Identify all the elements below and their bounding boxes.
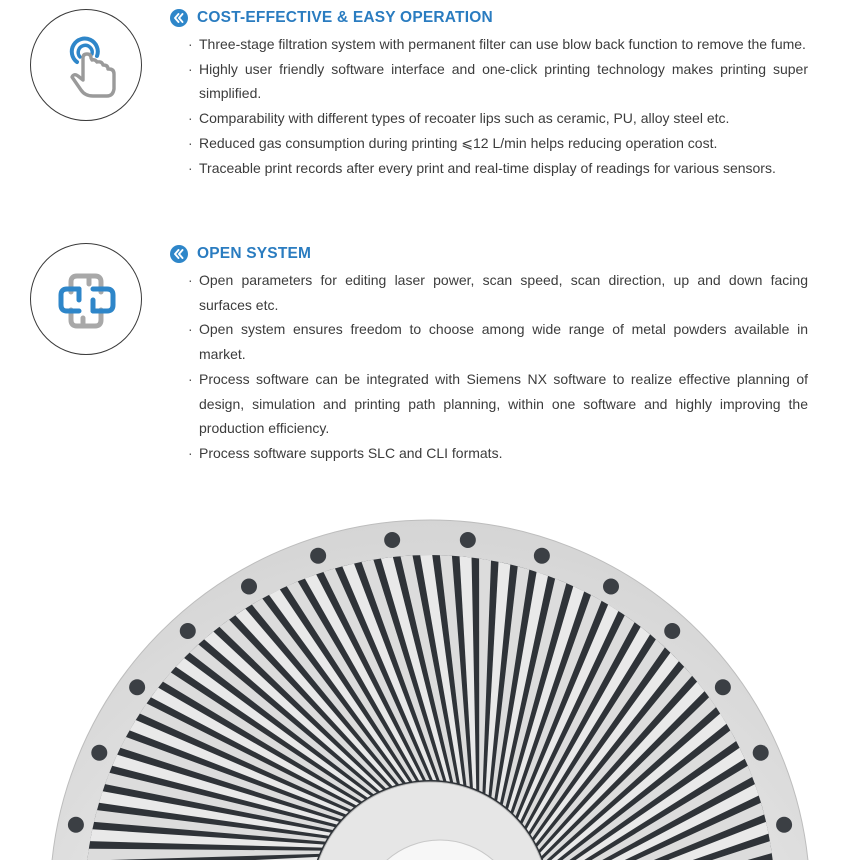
list-item: · Comparability with different types of recoater lips such as ceramic, PU, alloy steel etc.	[188, 106, 808, 131]
list-item: · Process software can be integrated with Siemens NX software to realize effective planning of design, simulation and printing path planning, within one software and highly improving the production efficiency.	[188, 367, 808, 441]
list-item: · Highly user friendly software interface and one-click printing technology makes printing super simplified.	[188, 57, 808, 106]
open-system-icon	[30, 243, 142, 355]
section-heading	[170, 8, 493, 28]
heading-text: COST-EFFECTIVE & EASY OPERATION	[197, 9, 493, 26]
touch-hand-icon	[30, 9, 142, 121]
double-chevron-left-icon	[170, 245, 188, 263]
bullet-list	[188, 32, 808, 180]
section-heading	[170, 244, 311, 264]
heading-text: OPEN SYSTEM	[197, 245, 312, 262]
list-item: · Three-stage filtration system with permanent filter can use blow back function to remove the fume.	[188, 32, 808, 57]
bullet-list	[188, 268, 808, 466]
list-item: · Traceable print records after every print and real-time display of readings for various sensors.	[188, 156, 808, 181]
list-item: · Reduced gas consumption during printing ⩽12 L/min helps reducing operation cost.	[188, 131, 808, 156]
double-chevron-left-icon	[170, 9, 188, 27]
radial-fin-heatsink-photo	[0, 480, 860, 860]
list-item: · Open parameters for editing laser power, scan speed, scan direction, up and down facing surfaces etc.	[188, 268, 808, 317]
list-item: · Open system ensures freedom to choose among wide range of metal powders available in market.	[188, 317, 808, 366]
list-item: · Process software supports SLC and CLI formats.	[188, 441, 808, 466]
